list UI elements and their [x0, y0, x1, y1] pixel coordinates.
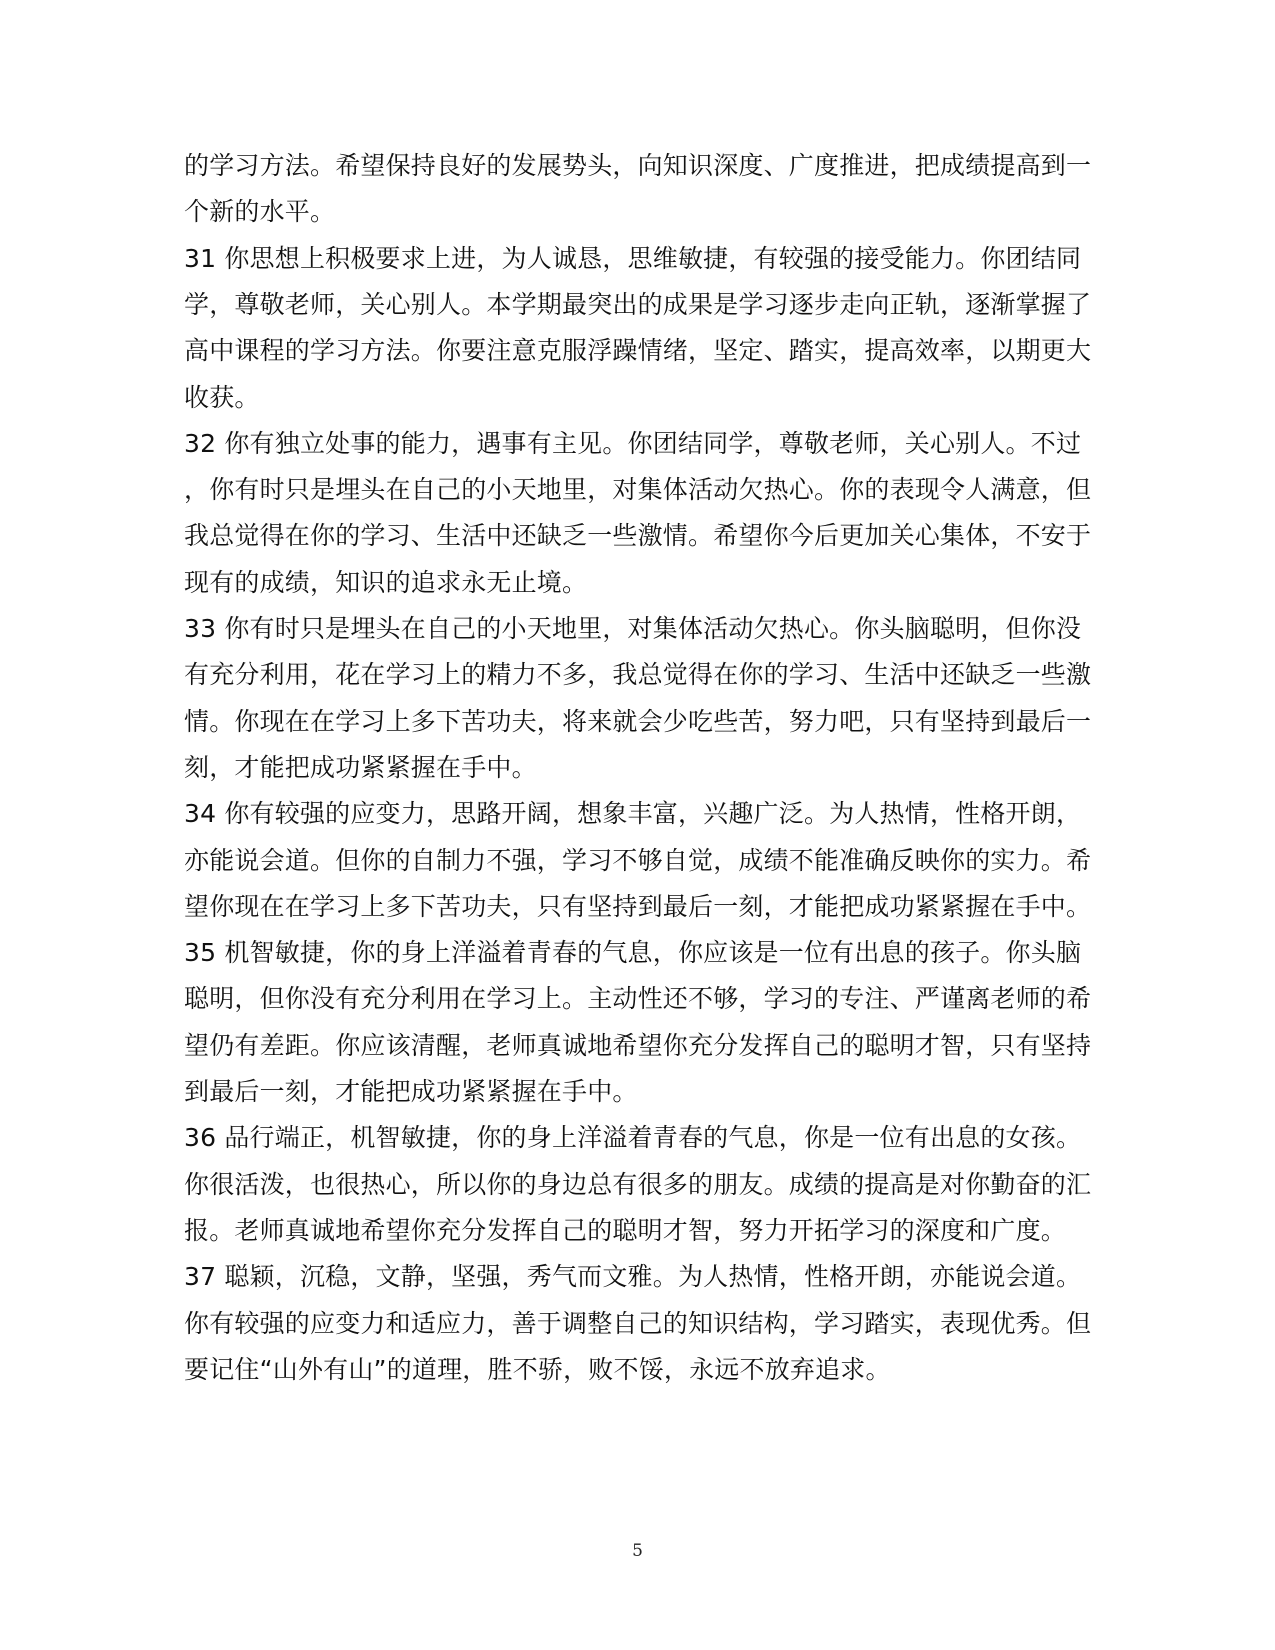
text-line: 34 你有较强的应变力，思路开阔，想象丰富，兴趣广泛。为人热情，性格开朗， — [184, 799, 1082, 829]
text-line: 收获。 — [184, 382, 260, 412]
text-line: 望你现在在学习上多下苦功夫，只有坚持到最后一刻，才能把成功紧紧握在手中。 — [184, 891, 1092, 921]
text-line: 33 你有时只是埋头在自己的小天地里，对集体活动欠热心。你头脑聪明，但你没 — [184, 614, 1082, 643]
text-line: 要记住“山外有山”的道理，胜不骄，败不馁，永远不放弃追求。 — [184, 1354, 891, 1384]
text-line: 35 机智敏捷，你的身上洋溢着青春的气息，你应该是一位有出息的孩子。你头脑 — [184, 938, 1082, 968]
text-line: 的学习方法。希望保持良好的发展势头，向知识深度、广度推进，把成绩提高到一 — [184, 151, 1092, 180]
text-line: 学，尊敬老师，关心别人。本学期最突出的成果是学习逐步走向正轨，逐渐掌握了 — [184, 289, 1092, 319]
text-line: 望仍有差距。你应该清醒，老师真诚地希望你充分发挥自己的聪明才智，只有坚持 — [184, 1030, 1092, 1060]
text-line: ，你有时只是埋头在自己的小天地里，对集体活动欠热心。你的表现令人满意，但 — [184, 475, 1092, 505]
text-line: 32 你有独立处事的能力，遇事有主见。你团结同学，尊敬老师，关心别人。不过 — [184, 428, 1082, 458]
text-line: 我总觉得在你的学习、生活中还缺乏一些激情。希望你今后更加关心集体，不安于 — [184, 521, 1092, 551]
text-line: 有充分利用，花在学习上的精力不多，我总觉得在你的学习、生活中还缺乏一些激 — [184, 660, 1092, 690]
text-line: 到最后一刻，才能把成功紧紧握在手中。 — [184, 1077, 638, 1106]
text-line: 31 你思想上积极要求上进，为人诚恳，思维敏捷，有较强的接受能力。你团结同 — [184, 243, 1082, 273]
text-line: 现有的成绩，知识的追求永无止境。 — [184, 567, 588, 597]
text-line: 你很活泼，也很热心，所以你的身边总有很多的朋友。成绩的提高是对你勤奋的汇 — [184, 1169, 1092, 1199]
text-line: 报。老师真诚地希望你充分发挥自己的聪明才智，努力开拓学习的深度和广度。 — [184, 1215, 1067, 1245]
text-line: 你有较强的应变力和适应力，善于调整自己的知识结构，学习踏实，表现优秀。但 — [184, 1308, 1092, 1338]
page-number: 5 — [632, 1541, 643, 1561]
text-line: 情。你现在在学习上多下苦功夫，将来就会少吃些苦，努力吧，只有坚持到最后一 — [184, 706, 1092, 736]
text-line: 个新的水平。 — [184, 197, 336, 227]
text-line: 聪明，但你没有充分利用在学习上。主动性还不够，学习的专注、严谨离老师的希 — [184, 984, 1092, 1014]
text-line: 36 品行端正，机智敏捷，你的身上洋溢着青春的气息，你是一位有出息的女孩。 — [184, 1123, 1082, 1153]
text-line: 37 聪颖，沉稳，文静，坚强，秀气而文雅。为人热情，性格开朗，亦能说会道。 — [184, 1262, 1082, 1292]
text-line: 亦能说会道。但你的自制力不强，学习不够自觉，成绩不能准确反映你的实力。希 — [184, 845, 1092, 875]
text-line: 刻，才能把成功紧紧握在手中。 — [184, 752, 537, 782]
text-line: 高中课程的学习方法。你要注意克服浮躁情绪，坚定、踏实，提高效率，以期更大 — [184, 336, 1092, 366]
